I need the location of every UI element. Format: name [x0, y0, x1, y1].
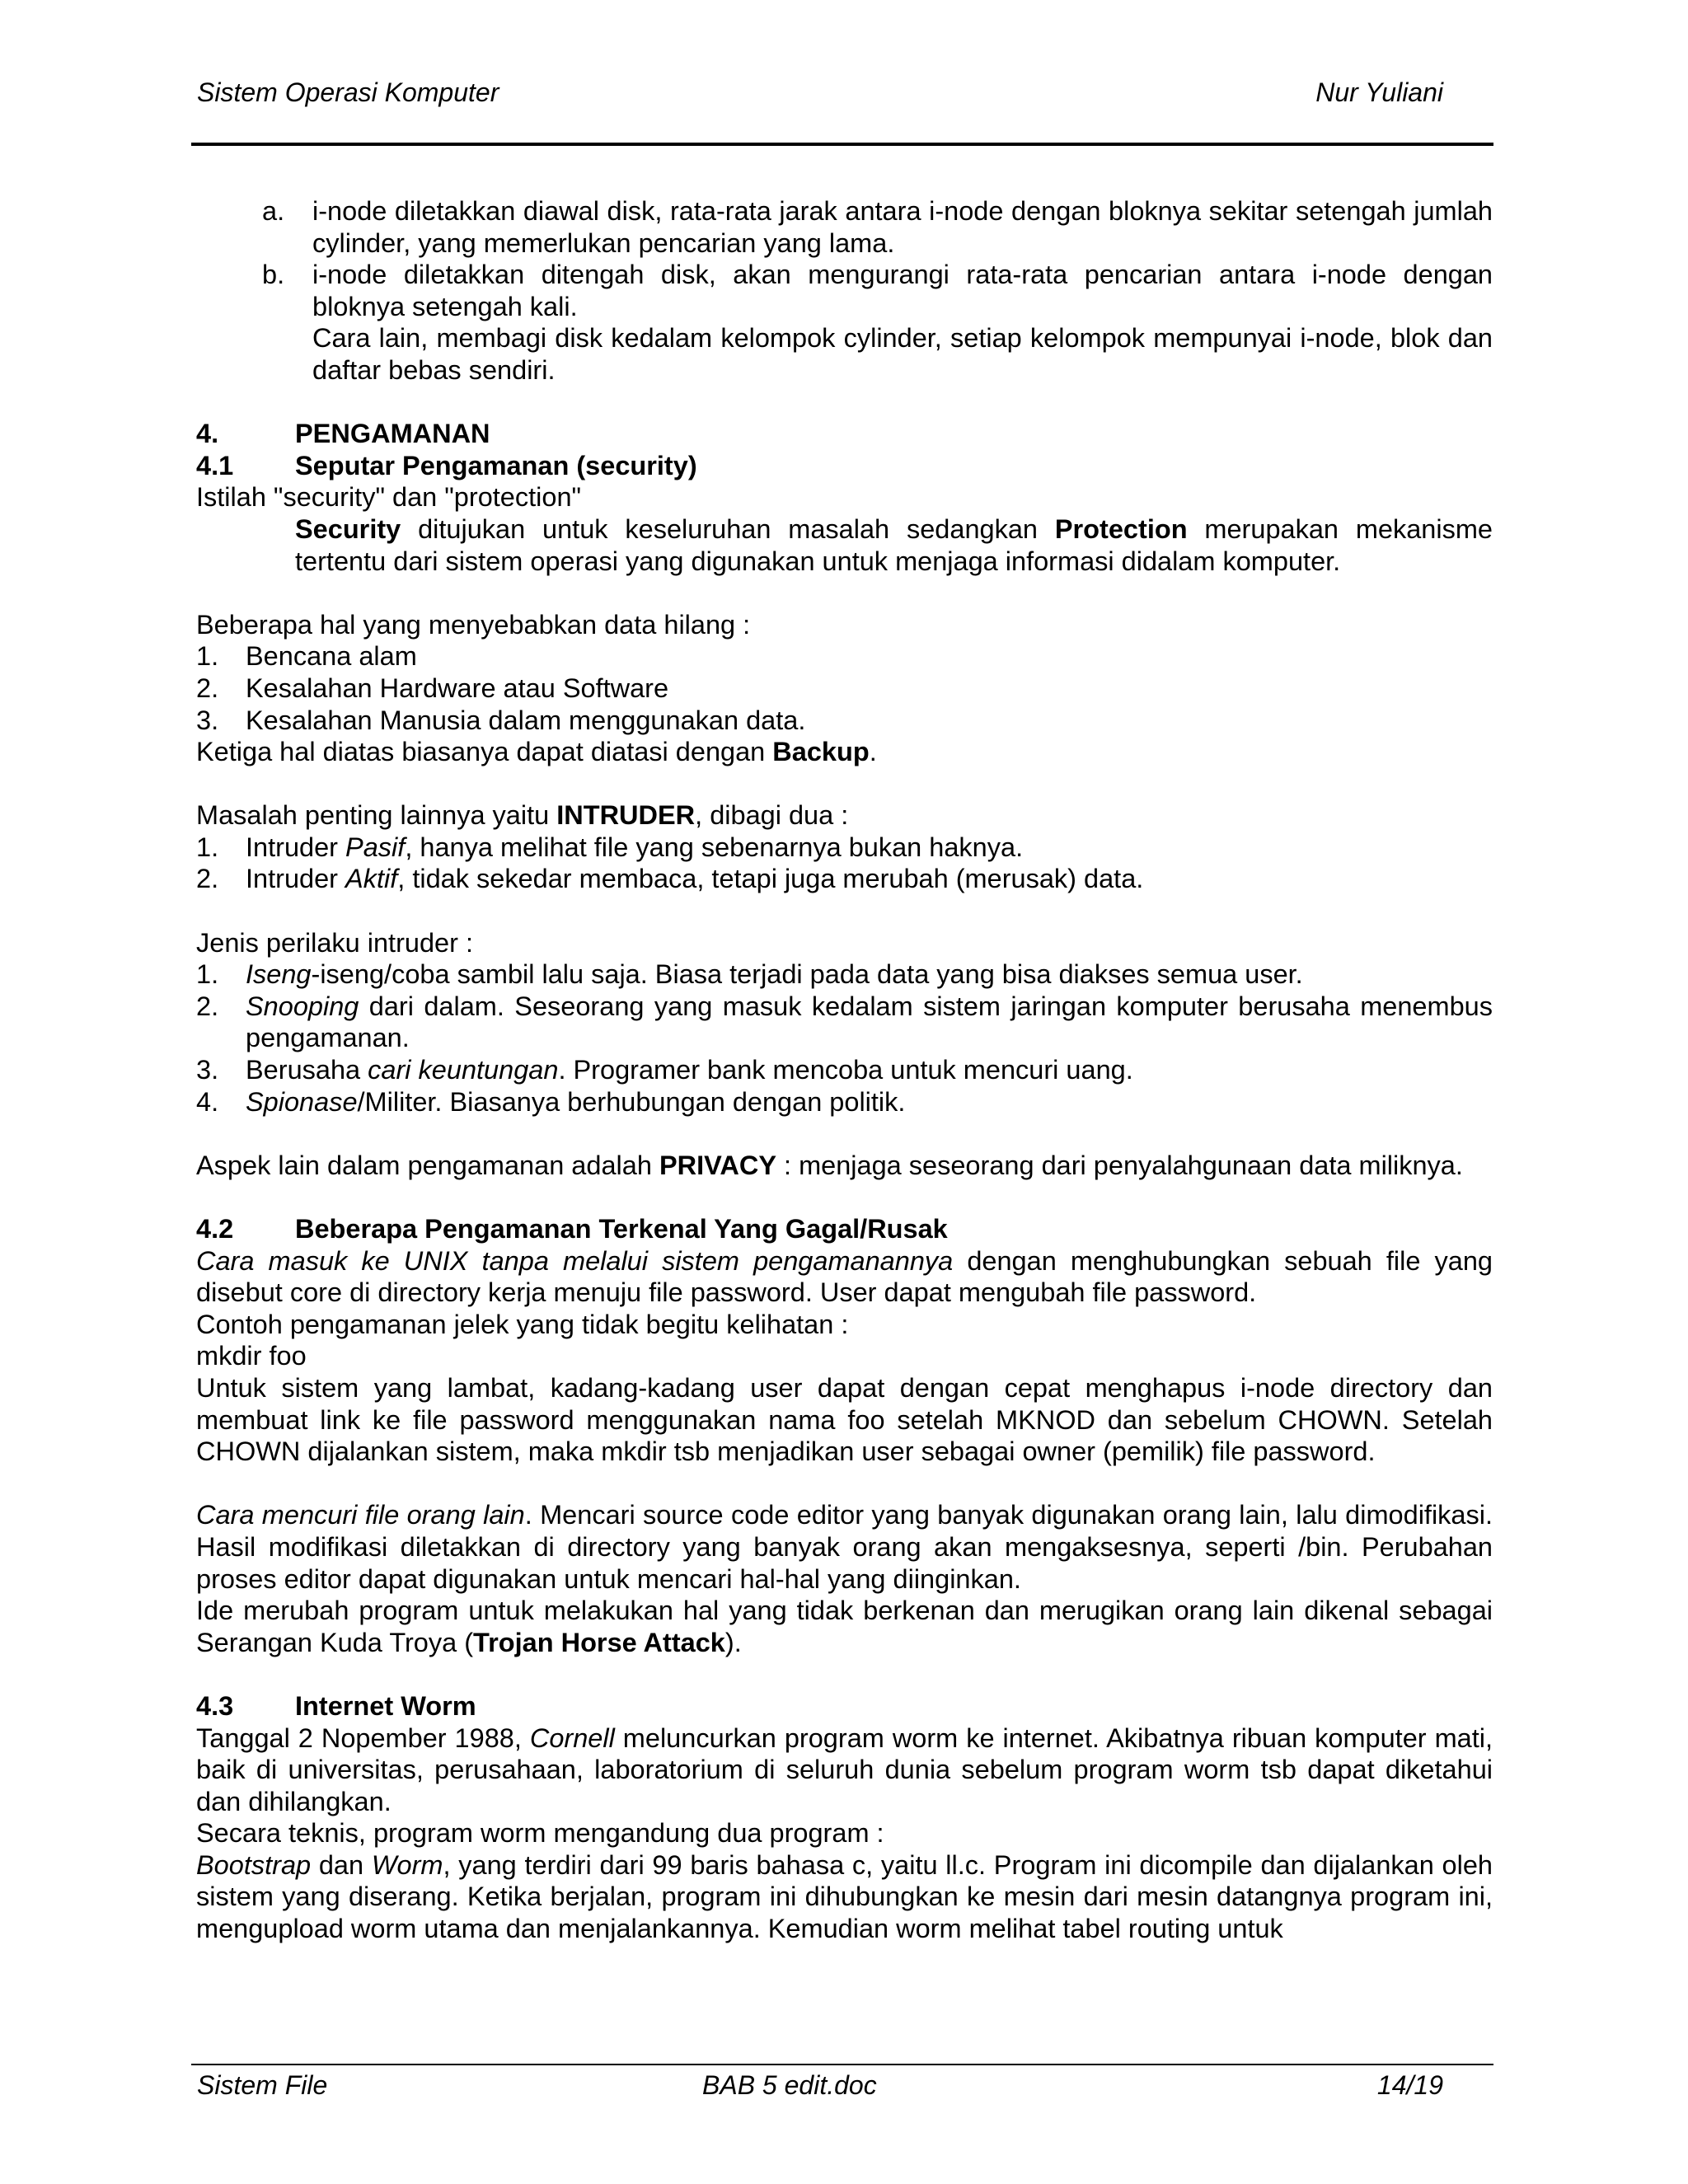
paragraph: Ketiga hal diatas biasanya dapat diatasi dengan Backup. [196, 737, 877, 767]
paragraph: Cara masuk ke UNIX tanpa melalui sistem pengamanannya dengan menghubungkan sebuah file yang disebut core di directory kerja menuju file password. User dapat mengubah file password. [196, 1245, 1493, 1308]
list-marker: b. [262, 260, 285, 290]
list-marker: 2. [196, 673, 219, 703]
page-header [195, 74, 1493, 115]
section-number: 4.3 [196, 1690, 234, 1721]
paragraph: Contoh pengamanan jelek yang tidak begitu kelihatan : [196, 1309, 849, 1339]
header-title: Sistem Operasi Komputer [197, 77, 499, 107]
section-number: 4. [196, 419, 219, 449]
footer-chapter: Sistem File [197, 2070, 328, 2100]
bold-term: PRIVACY [659, 1150, 776, 1180]
list-item [196, 705, 1493, 737]
section-heading [196, 418, 1493, 450]
list-item [196, 673, 1493, 705]
paragraph: mkdir foo [196, 1341, 307, 1371]
section-title: Seputar Pengamanan (security) [295, 450, 697, 480]
paragraph: Aspek lain dalam pengamanan adalah PRIVACY : menjaga seseorang dari penyalahgunaan data miliknya. [196, 1150, 1463, 1180]
list-marker: a. [262, 196, 285, 226]
header-author: Nur Yuliani [1315, 77, 1443, 107]
bold-term: Trojan Horse Attack [473, 1627, 725, 1657]
list-item [196, 259, 1493, 322]
section-heading [196, 1690, 1493, 1722]
list-item [196, 195, 1493, 259]
paragraph: Masalah penting lainnya yaitu INTRUDER, dibagi dua : [196, 800, 849, 831]
header-rule [191, 143, 1493, 146]
paragraph: Bootstrap dan Worm, yang terdiri dari 99 baris bahasa c, yaitu ll.c. Program ini dicompile dan dijalankan oleh sistem yang diserang. Ketika berjalan, program ini dihubungkan ke mesin dari mesin datangnya program ini, mengupload worm utama dan menjalankannya. Kemudian worm melihat tabel routing untuk [196, 1849, 1493, 1944]
page-number: 14/19 [1376, 2070, 1443, 2100]
list-text: i-node diletakkan diawal disk, rata-rata jarak antara i-node dengan bloknya sekitar setengah jumlah cylinder, yang memerlukan pencarian yang lama. [312, 196, 1493, 258]
paragraph: Tanggal 2 Nopember 1988, Cornell meluncurkan program worm ke internet. Akibatnya ribuan komputer mati, baik di universitas, perusahaan, laboratorium di seluruh dunia sebelum program worm tsb dapat diketahui dan dihilangkan. [196, 1722, 1493, 1816]
section-title: Beberapa Pengamanan Terkenal Yang Gagal/Rusak [295, 1214, 948, 1244]
section-title: Internet Worm [295, 1690, 476, 1721]
bold-term: Security [295, 513, 401, 544]
paragraph: Jenis perilaku intruder : [196, 927, 473, 958]
list-text: Kesalahan Manusia dalam menggunakan data. [246, 705, 806, 735]
bold-term: Backup [772, 737, 870, 767]
list-item: 3. Berusaha cari keuntungan. Programer bank mencoba untuk mencuri uang. [196, 1055, 1133, 1085]
definition-paragraph: Security ditujukan untuk keseluruhan masalah sedangkan Protection merupakan mekanisme tertentu dari sistem operasi yang digunakan untuk menjaga informasi didalam komputer. [295, 513, 1493, 576]
list-text: i-node diletakkan ditengah disk, akan mengurangi rata-rata pencarian antara i-node dengan bloknya setengah kali. [312, 260, 1493, 321]
list-marker: 3. [196, 705, 219, 735]
list-text: Kesalahan Hardware atau Software [246, 673, 669, 703]
list-item [196, 640, 1493, 673]
section-number: 4.2 [196, 1214, 234, 1244]
section-heading [196, 450, 1493, 482]
page-footer [195, 2067, 1493, 2103]
list-marker: 1. [196, 641, 219, 672]
list-marker: 1. [196, 959, 219, 990]
bold-term: Protection [1054, 513, 1188, 544]
paragraph: Secara teknis, program worm mengandung dua program : [196, 1818, 884, 1849]
section-heading [196, 1213, 1493, 1245]
list-item: 4. Spionase/Militer. Biasanya berhubungan dengan politik. [196, 1086, 906, 1117]
list-marker: 1. [196, 832, 219, 862]
list-marker: 2. [196, 864, 219, 894]
list-note: Cara lain, membagi disk kedalam kelompok cylinder, setiap kelompok mempunyai i-node, blok dan daftar bebas sendiri. [312, 323, 1493, 385]
list-item: 2. Snooping dari dalam. Seseorang yang masuk kedalam sistem jaringan komputer berusaha menembus pengamanan. [196, 991, 1493, 1053]
paragraph: Istilah "security" dan "protection" [196, 482, 582, 513]
list-marker: 2. [196, 991, 219, 1021]
list-marker: 3. [196, 1055, 219, 1085]
section-title: PENGAMANAN [295, 419, 490, 449]
section-number: 4.1 [196, 450, 234, 480]
paragraph: Ide merubah program untuk melakukan hal yang tidak berkenan dan merugikan orang lain dikenal sebagai Serangan Kuda Troya (Trojan Horse Attack). [196, 1596, 1493, 1657]
footer-rule [191, 2064, 1493, 2065]
list-item: 1. Iseng-iseng/coba sambil lalu saja. Biasa terjadi pada data yang bisa diakses semua user. [196, 959, 1303, 990]
paragraph: Untuk sistem yang lambat, kadang-kadang user dapat dengan cepat menghapus i-node directory dan membuat link ke file password menggunakan nama foo setelah MKNOD dan sebelum CHOWN. Setelah CHOWN dijalankan sistem, maka mkdir tsb menjadikan user sebagai owner (pemilik) file password. [196, 1372, 1493, 1467]
paragraph: Beberapa hal yang menyebabkan data hilang : [196, 609, 751, 640]
paragraph: Cara mencuri file orang lain. Mencari source code editor yang banyak digunakan orang lain, lalu dimodifikasi. Hasil modifikasi diletakkan di directory yang banyak orang akan mengaksesnya, seperti /bin. Perubahan proses editor dapat digunakan untuk mencari hal-hal yang diinginkan. [196, 1500, 1493, 1594]
list-marker: 4. [196, 1086, 219, 1117]
footer-filename: BAB 5 edit.doc [702, 2070, 877, 2100]
list-text: Bencana alam [246, 641, 417, 672]
bold-term: INTRUDER [556, 800, 696, 831]
document-body [196, 195, 1493, 1945]
list-item: 1. Intruder Pasif, hanya melihat file yang sebenarnya bukan haknya. [196, 832, 1024, 862]
list-item: 2. Intruder Aktif, tidak sekedar membaca, tetapi juga merubah (merusak) data. [196, 864, 1144, 894]
